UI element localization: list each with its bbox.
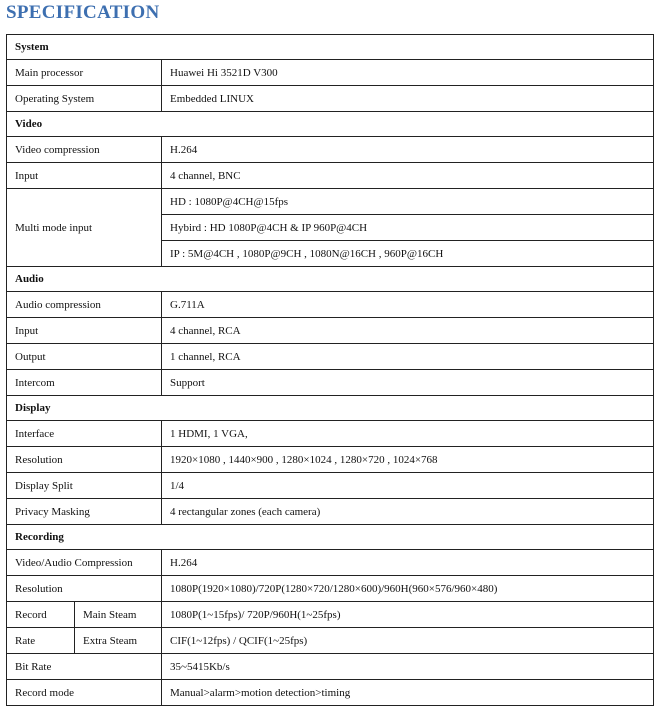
specification-table [6,34,654,706]
table-row [7,60,654,86]
row-label: Output [7,344,162,370]
row-value: CIF(1~12fps) / QCIF(1~25fps) [162,628,654,654]
row-sublabel: Main Steam [75,602,162,628]
row-value: 1 HDMI, 1 VGA, [162,421,654,447]
table-row [7,680,654,706]
row-label: Record mode [7,680,162,706]
row-value: 4 rectangular zones (each camera) [162,499,654,525]
table-row [7,628,654,654]
table-row [7,137,654,163]
table-row [7,189,654,215]
row-label: Display Split [7,473,162,499]
table-row [7,602,654,628]
section-title: Display [7,396,654,421]
row-value: 1 channel, RCA [162,344,654,370]
row-value: 35~5415Kb/s [162,654,654,680]
section-row-video [7,112,654,137]
row-value: 1/4 [162,473,654,499]
row-label: Rate [7,628,75,654]
row-label: Input [7,163,162,189]
row-label: Operating System [7,86,162,112]
row-value: 4 channel, BNC [162,163,654,189]
table-row [7,654,654,680]
row-value: 1920×1080 , 1440×900 , 1280×1024 , 1280×720 , 1024×768 [162,447,654,473]
row-label: Multi mode input [7,189,162,267]
row-label: Video/Audio Compression [7,550,162,576]
table-row [7,344,654,370]
table-row [7,163,654,189]
row-value: Support [162,370,654,396]
row-label: Record [7,602,75,628]
section-row-display [7,396,654,421]
row-value: 1080P(1920×1080)/720P(1280×720/1280×600)/960H(960×576/960×480) [162,576,654,602]
row-label: Audio compression [7,292,162,318]
row-label: Video compression [7,137,162,163]
section-row-audio [7,267,654,292]
row-label: Input [7,318,162,344]
row-value: H.264 [162,137,654,163]
page-title: SPECIFICATION [6,2,160,23]
section-title: Video [7,112,654,137]
row-value: Manual>alarm>motion detection>timing [162,680,654,706]
row-sublabel: Extra Steam [75,628,162,654]
row-value: 1080P(1~15fps)/ 720P/960H(1~25fps) [162,602,654,628]
row-value: IP : 5M@4CH , 1080P@9CH , 1080N@16CH , 960P@16CH [162,241,654,267]
row-label: Intercom [7,370,162,396]
row-value: Embedded LINUX [162,86,654,112]
section-row-system [7,35,654,60]
table-row [7,576,654,602]
row-label: Resolution [7,576,162,602]
section-title: Recording [7,525,654,550]
table-row [7,447,654,473]
table-row [7,421,654,447]
table-row [7,370,654,396]
row-value: 4 channel, RCA [162,318,654,344]
row-value: Hybird : HD 1080P@4CH & IP 960P@4CH [162,215,654,241]
row-value: H.264 [162,550,654,576]
section-row-recording [7,525,654,550]
section-title: System [7,35,654,60]
row-label: Resolution [7,447,162,473]
row-label: Privacy Masking [7,499,162,525]
section-title: Audio [7,267,654,292]
table-row [7,318,654,344]
table-row [7,550,654,576]
table-row [7,86,654,112]
table-row [7,473,654,499]
row-value: Huawei Hi 3521D V300 [162,60,654,86]
row-label: Main processor [7,60,162,86]
table-row [7,499,654,525]
row-value: HD : 1080P@4CH@15fps [162,189,654,215]
table-row [7,292,654,318]
row-label: Interface [7,421,162,447]
row-value: G.711A [162,292,654,318]
row-label: Bit Rate [7,654,162,680]
